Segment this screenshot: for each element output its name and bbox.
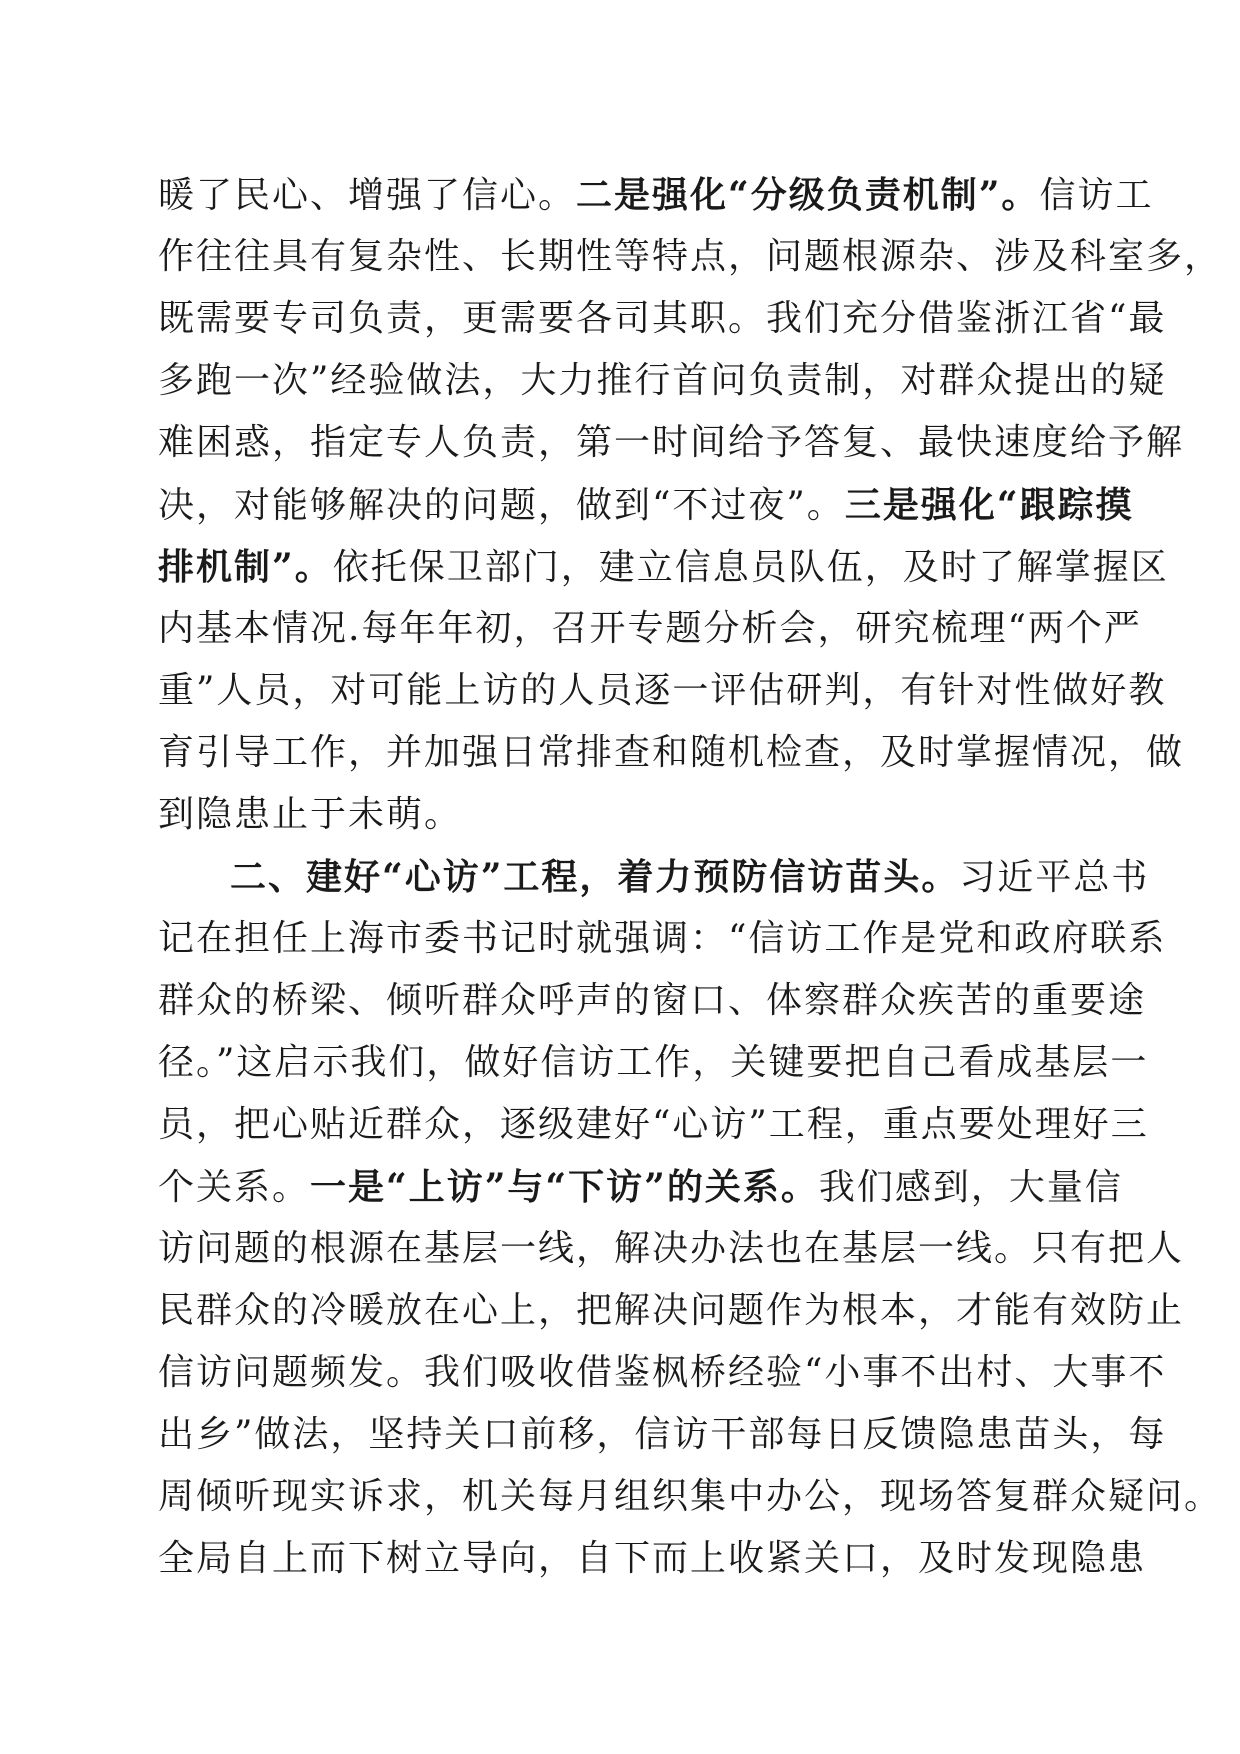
text-line-5: 难困惑，指定专人负责，第一时间给予答复、最快速度给予解 (158, 422, 1185, 463)
text-line-4: 多跑一次”经验做法，大力推行首问负责制，对群众提出的疑 (158, 360, 1167, 401)
text-line-23: 全局自上而下树立导向，自下而上收紧关口，及时发现隐患 (158, 1538, 1147, 1579)
text-line-19: 民群众的冷暖放在心上，把解决问题作为根本，才能有效防止 (158, 1290, 1185, 1331)
text-line-7: 排机制”。依托保卫部门，建立信息员队伍，及时了解掌握区 (158, 546, 1169, 588)
document-page (158, 166, 1223, 1586)
section-heading-line: 二、建好“心访”工程，着力预防信访苗头。习近平总书 (230, 856, 1150, 898)
text-line-17: 个关系。一是“上访”与“下访”的关系。我们感到，大量信 (158, 1166, 1123, 1208)
text-line-22: 周倾听现实诉求，机关每月组织集中办公，现场答复群众疑问。 (158, 1476, 1223, 1517)
text-line-18: 访问题的根源在基层一线，解决办法也在基层一线。只有把人 (158, 1228, 1185, 1269)
text-line-2: 作往往具有复杂性、长期性等特点，问题根源杂、涉及科室多， (158, 236, 1223, 277)
text-line-13: 记在担任上海市委书记时就强调：“信访工作是党和政府联系 (158, 918, 1167, 959)
text-line-6: 决，对能够解决的问题，做到“不过夜”。三是强化“跟踪摸 (158, 484, 1134, 526)
text-line-14: 群众的桥梁、倾听群众呼声的窗口、体察群众疾苦的重要途 (158, 980, 1147, 1021)
text-line-11: 到隐患止于未萌。 (158, 794, 463, 835)
text-line-3: 既需要专司负责，更需要各司其职。我们充分借鉴浙江省“最 (158, 298, 1167, 339)
text-line-21: 出乡”做法，坚持关口前移，信访干部每日反馈隐患苗头，每 (158, 1414, 1167, 1455)
text-line-15: 径。”这启示我们，做好信访工作，关键要把自己看成基层一 (158, 1042, 1149, 1083)
text-line-1: 暖了民心、增强了信心。二是强化“分级负责机制”。信访工 (158, 174, 1154, 216)
text-line-10: 育引导工作，并加强日常排查和随机检查，及时掌握情况，做 (158, 732, 1185, 773)
text-line-20: 信访问题频发。我们吸收借鉴枫桥经验“小事不出村、大事不 (158, 1352, 1167, 1393)
text-line-8: 内基本情况.每年年初，召开专题分析会，研究梳理“两个严 (158, 608, 1142, 649)
text-line-9: 重”人员，对可能上访的人员逐一评估研判，有针对性做好教 (158, 670, 1167, 711)
text-line-16: 员，把心贴近群众，逐级建好“心访”工程，重点要处理好三 (158, 1104, 1149, 1145)
